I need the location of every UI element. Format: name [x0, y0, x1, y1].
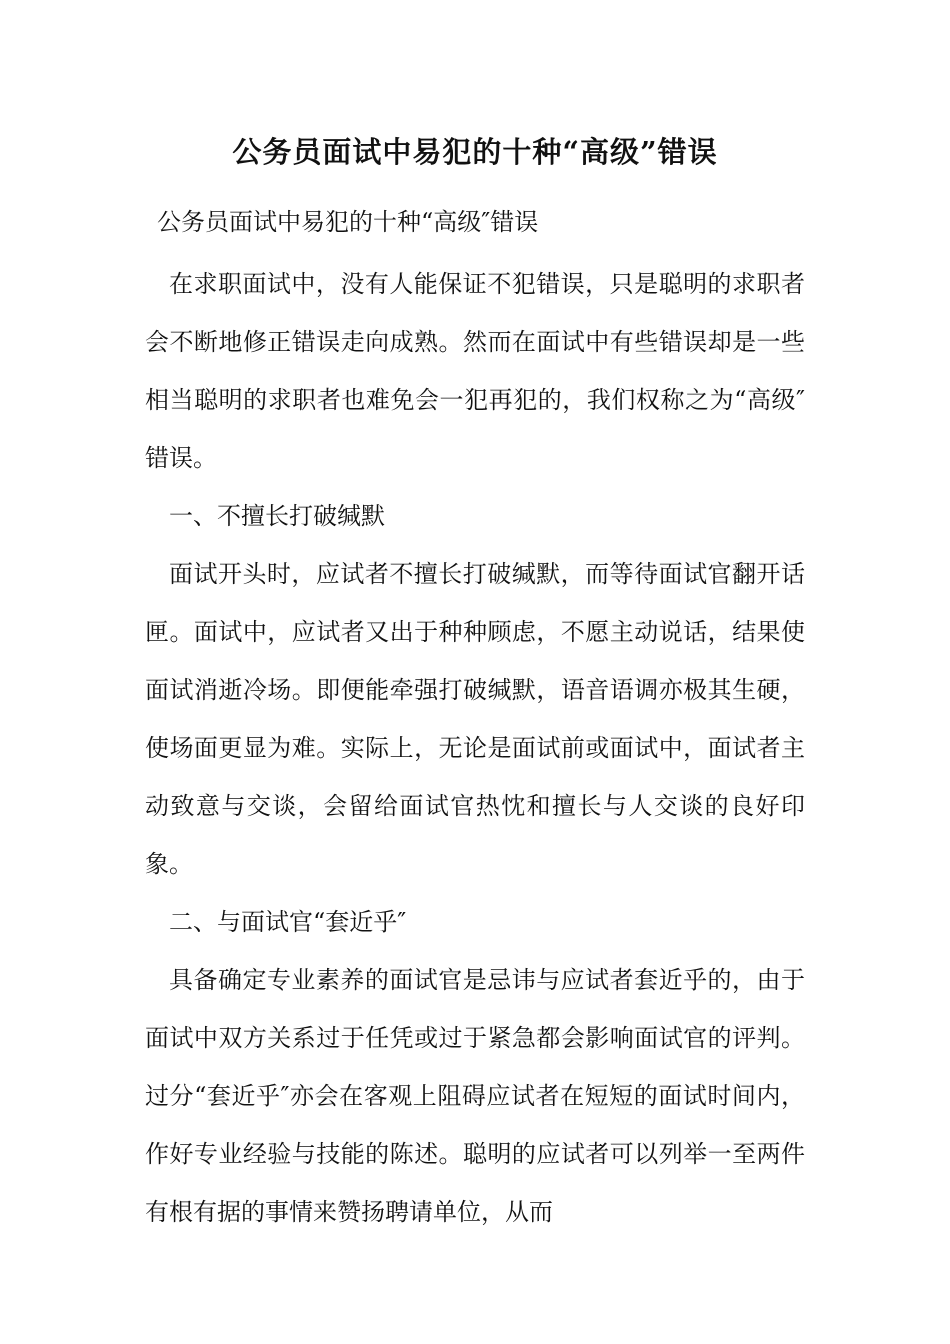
paragraph-intro: 在求职面试中，没有人能保证不犯错误，只是聪明的求职者会不断地修正错误走向成熟。然而在面试中有些错误却是一些相当聪明的求职者也难免会一犯再犯的，我们权称之为“高级″错误。 — [145, 270, 805, 472]
document-body — [145, 255, 805, 1241]
section-heading-2: 二、与面试官“套近乎″ — [169, 908, 407, 936]
paragraph-section-1: 面试开头时，应试者不擅长打破缄默，而等待面试官翻开话匣。面试中，应试者又出于种种顾虑，不愿主动说话，结果使面试消逝冷场。即便能牵强打破缄默，语音语调亦极其生硬，使场面更显为难。实际上，无论是面试前或面试中，面试者主动致意与交谈，会留给面试官热忱和擅长与人交谈的良好印象。 — [145, 560, 805, 878]
paragraph-section-2: 具备确定专业素养的面试官是忌讳与应试者套近乎的，由于面试中双方关系过于任凭或过于紧急都会影响面试官的评判。过分“套近乎″亦会在客观上阻碍应试者在短短的面试时间内，作好专业经验与技能的陈述。聪明的应试者可以列举一至两件有根有据的事情来赞扬聘请单位，从而 — [145, 966, 805, 1226]
document-title: 公务员面试中易犯的十种“高级”错误 — [232, 135, 718, 169]
document-subtitle: 公务员面试中易犯的十种“高级″错误 — [157, 208, 539, 236]
section-heading-1: 一、不擅长打破缄默 — [169, 502, 385, 530]
